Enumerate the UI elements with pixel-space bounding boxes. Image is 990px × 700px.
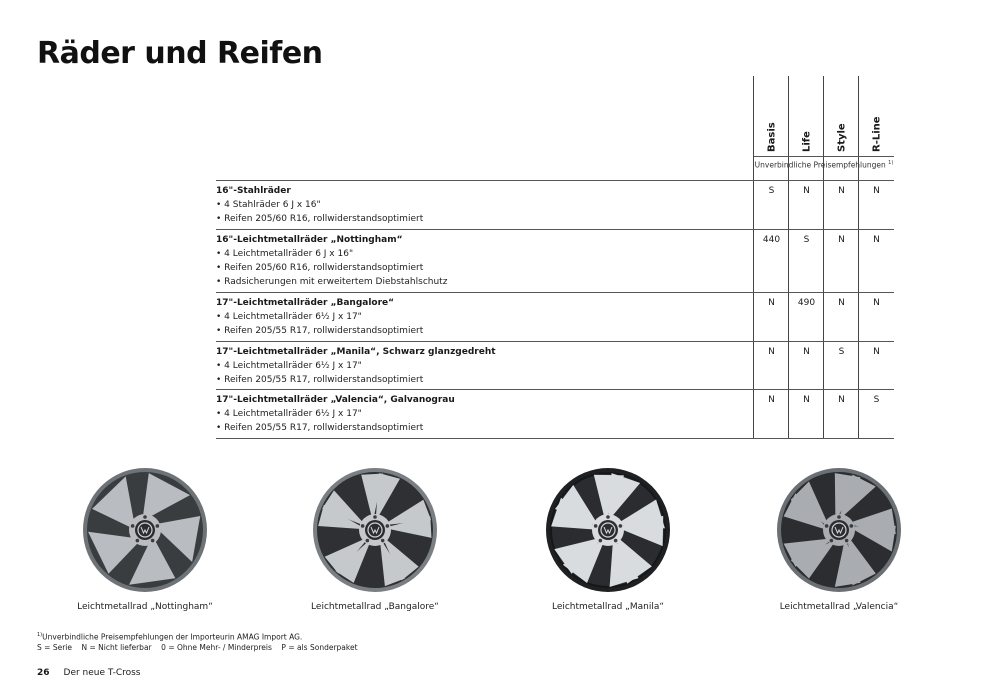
row-detail: • 4 Leichtmetallräder 6½ J x 17" xyxy=(216,312,362,322)
value-cell: N xyxy=(838,186,845,196)
wheel-nottingham-icon xyxy=(81,466,209,598)
page-title: Räder und Reifen xyxy=(37,36,323,71)
row-detail: • Reifen 205/55 R17, rollwiderstandsoptimiert xyxy=(216,375,424,385)
value-cell: N xyxy=(873,235,880,245)
wheel-bangalore-icon xyxy=(311,466,439,598)
value-cell: N xyxy=(803,347,810,357)
row-detail: • 4 Leichtmetallräder 6 J x 16" xyxy=(216,249,354,259)
row-detail: • Reifen 205/60 R16, rollwiderstandsoptimiert xyxy=(216,214,424,224)
page-footer-title: Der neue T-Cross xyxy=(63,668,141,678)
value-cell: N xyxy=(768,298,775,308)
column-header-style: Style xyxy=(836,123,847,152)
table-header xyxy=(754,76,894,156)
value-cell: N xyxy=(873,186,880,196)
row-divider xyxy=(216,180,894,181)
row-divider xyxy=(216,292,894,293)
row-detail: • Reifen 205/55 R17, rollwiderstandsoptimiert xyxy=(216,326,424,336)
row-title: 17"-Leichtmetallräder „Bangalore“ xyxy=(216,298,395,308)
value-cell: S xyxy=(873,395,880,405)
table-row xyxy=(216,345,752,387)
column-header-basis: Basis xyxy=(766,122,777,152)
value-cell: N xyxy=(838,235,845,245)
table-row xyxy=(216,184,752,226)
row-title: 17"-Leichtmetallräder „Manila“, Schwarz glanzgedreht xyxy=(216,347,496,357)
row-detail: • 4 Leichtmetallräder 6½ J x 17" xyxy=(216,409,362,419)
footnote: $^{1)}$Unverbindliche Preisempfehlungen der Importeurin AMAG Import AG. xyxy=(37,632,303,642)
wheel-caption: Leichtmetallrad „Nottingham“ xyxy=(77,602,213,612)
row-detail: • Reifen 205/60 R16, rollwiderstandsoptimiert xyxy=(216,263,424,273)
value-cell: N xyxy=(838,395,845,405)
row-divider xyxy=(216,389,894,390)
value-cell: 490 xyxy=(797,298,816,308)
row-detail: • 4 Stahlräder 6 J x 16" xyxy=(216,200,321,210)
value-cell: S xyxy=(838,347,845,357)
row-detail: • 4 Leichtmetallräder 6½ J x 17" xyxy=(216,361,362,371)
wheel-manila-icon xyxy=(544,466,672,598)
table-row xyxy=(216,296,752,338)
value-cell: N xyxy=(768,395,775,405)
price-note: Unverbindliche Preisempfehlungen $^{1)}$ xyxy=(754,160,894,170)
value-cell: N xyxy=(768,347,775,357)
value-cell: 440 xyxy=(762,235,781,245)
value-cell: S xyxy=(803,235,810,245)
column-header-life: Life xyxy=(801,131,812,152)
row-divider xyxy=(216,229,894,230)
value-cell: N xyxy=(873,347,880,357)
legend: S = Serie N = Nicht lieferbar 0 = Ohne Mehr- / Minderpreis P = als Sonderpaket xyxy=(37,643,358,652)
row-divider xyxy=(216,341,894,342)
value-cell: N xyxy=(873,298,880,308)
row-title: 17"-Leichtmetallräder „Valencia“, Galvanograu xyxy=(216,395,455,405)
row-detail: • Radsicherungen mit erweitertem Diebstahlschutz xyxy=(216,277,448,287)
column-header-rline: R-Line xyxy=(871,116,882,152)
wheel-caption: Leichtmetallrad „Manila“ xyxy=(551,602,665,612)
value-cell: N xyxy=(838,298,845,308)
value-cell: S xyxy=(768,186,775,196)
header-divider xyxy=(754,156,894,157)
page-footer xyxy=(37,668,141,678)
table-row xyxy=(216,393,752,435)
value-cell: N xyxy=(803,186,810,196)
row-title: 16"-Leichtmetallräder „Nottingham“ xyxy=(216,235,403,245)
table-row xyxy=(216,233,752,289)
wheel-valencia-icon xyxy=(775,466,903,598)
wheel-caption: Leichtmetallrad „Bangalore“ xyxy=(311,602,439,612)
page-number: 26 xyxy=(37,668,50,678)
row-divider xyxy=(216,438,894,439)
wheel-caption: Leichtmetallrad „Valencia“ xyxy=(779,602,899,612)
row-detail: • Reifen 205/55 R17, rollwiderstandsoptimiert xyxy=(216,423,424,433)
row-title: 16"-Stahlräder xyxy=(216,186,291,196)
value-cell: N xyxy=(803,395,810,405)
